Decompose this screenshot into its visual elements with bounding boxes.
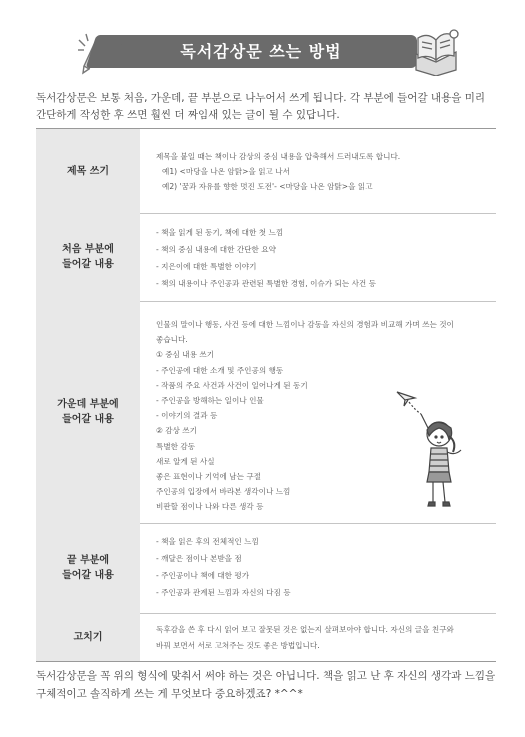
row-label: 가운데 부분에 들어갈 내용 xyxy=(36,301,140,523)
content-line: - 작품의 주요 사건과 사건이 일어나게 된 동기 xyxy=(156,380,308,390)
table-row-beginning xyxy=(36,213,496,302)
content-line: 예2) '꿈과 자유를 향한 멋진 도전'- <마당을 나온 암탉>을 읽고 xyxy=(162,182,373,191)
intro-paragraph: 독서감상문은 보통 처음, 가운데, 끝 부분으로 나누어서 쓰게 됩니다. 각 부분에 들어갈 내용을 미리 간단하게 작성한 후 쓰면 훨씬 더 짜임새 있는 글이 될 수 있답니다. xyxy=(36,92,485,121)
content-line: - 책을 읽은 후의 전체적인 느낌 xyxy=(156,537,259,546)
content-line: 특별한 감동 xyxy=(156,441,196,451)
content-line: - 주인공에 대한 소개 및 주인공의 행동 xyxy=(156,365,284,375)
content-line: - 책을 읽게 된 동기, 책에 대한 첫 느낌 xyxy=(156,228,284,237)
content-line: ② 감상 쓰기 xyxy=(156,426,197,436)
title-banner xyxy=(0,0,525,80)
outro-paragraph: 독서감상문을 꼭 위의 형식에 맞춰서 써야 하는 것은 아닙니다. 책을 읽고 난 후 자신의 생각과 느낌을 구체적이고 솔직하게 쓰는 게 무엇보다 중요하겠죠? *^^* xyxy=(36,670,496,700)
content-line: - 주인공과 관계된 느낌과 자신의 다짐 등 xyxy=(156,588,291,597)
content-line: - 주인공을 방해하는 일이나 인물 xyxy=(156,396,264,406)
content-line: 인물의 말이나 행동, 사건 등에 대한 느낌이나 감동을 자신의 경험과 비교해 가며 쓰는 것이 xyxy=(156,320,454,329)
page-title: 독서감상문 쓰는 방법 xyxy=(180,42,342,61)
content-line: - 주인공이나 책에 대한 평가 xyxy=(156,571,250,580)
girl-with-paper-plane-illustration xyxy=(395,390,465,515)
content-line: 주인공의 입장에서 바라본 생각이나 느낌 xyxy=(156,487,291,497)
content-line: 좋습니다. xyxy=(156,335,188,345)
content-line: - 책의 중심 내용에 대한 간단한 요약 xyxy=(156,245,276,254)
row-content xyxy=(156,149,486,194)
content-line: - 지은이에 대한 특별한 이야기 xyxy=(156,262,257,271)
table-row-revision xyxy=(36,613,496,661)
book-icon xyxy=(410,26,462,76)
table-row-title xyxy=(36,129,496,214)
content-line: - 책의 내용이나 주인공과 관련된 특별한 경험, 이슈가 되는 사건 등 xyxy=(156,279,377,288)
row-label: 제목 쓰기 xyxy=(36,129,140,213)
content-line: 새로 알게 된 사실 xyxy=(156,456,215,466)
table-row-ending xyxy=(36,523,496,614)
content-line: 바꿔 보면서 서로 고쳐주는 것도 좋은 방법입니다. xyxy=(156,641,320,650)
content-line: 제목을 붙일 때는 책이나 감상의 중심 내용을 압축해서 드러내도록 합니다. xyxy=(156,152,401,161)
row-content xyxy=(156,622,486,654)
row-content xyxy=(156,533,486,601)
row-label: 고치기 xyxy=(36,613,140,661)
content-line: 독후감을 쓴 후 다시 읽어 보고 잘못된 것은 없는지 살펴보아야 합니다. 자신의 글을 친구와 xyxy=(156,625,454,634)
row-content xyxy=(156,224,486,292)
content-line: 좋은 표현이나 기억에 남는 구절 xyxy=(156,472,262,482)
content-line: - 이야기의 결과 등 xyxy=(156,411,218,421)
row-label: 끝 부분에 들어갈 내용 xyxy=(36,523,140,613)
content-line: 예1) <마당을 나온 암탉>을 읽고 나서 xyxy=(162,167,290,176)
content-line: 비판할 점이나 나와 다른 생각 등 xyxy=(156,502,264,512)
content-line: ① 중심 내용 쓰기 xyxy=(156,350,215,360)
content-line: - 깨달은 점이나 본받을 점 xyxy=(156,554,242,563)
row-label: 처음 부분에 들어갈 내용 xyxy=(36,213,140,301)
